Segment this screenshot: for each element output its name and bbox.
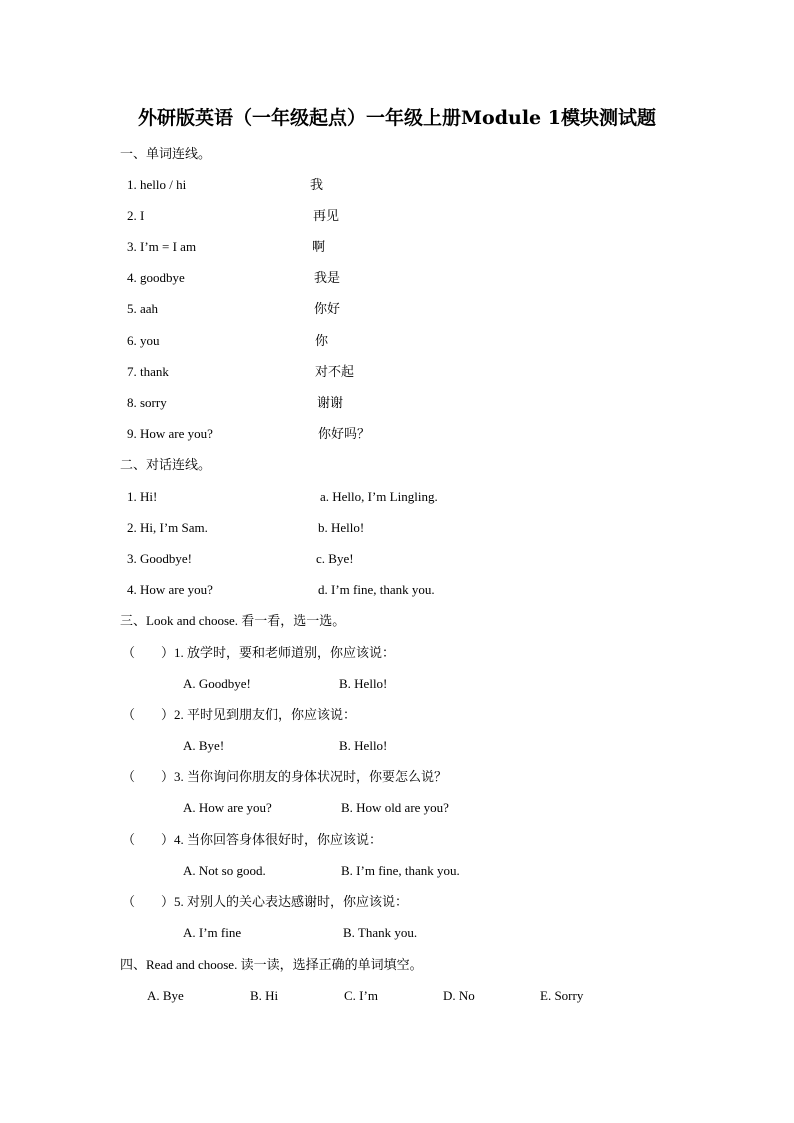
word-left-item: 7. thank (127, 364, 169, 379)
question-item: （ ）3. 当你询问你朋友的身体状况时，你要怎么说？ (122, 769, 448, 784)
section4-heading: 四、Read and choose. 读一读，选择正确的单词填空。 (120, 957, 423, 972)
option-b: B. Hello! (339, 738, 388, 753)
option-a: A. I’m fine (183, 925, 242, 940)
dialogue-right-item: b. Hello! (318, 520, 365, 535)
word-bank-option: E. Sorry (540, 988, 584, 1003)
word-right-item: 你好吗？ (318, 426, 371, 441)
word-right-item: 你 (315, 333, 329, 348)
word-left-item: 6. you (127, 333, 160, 348)
question-item: （ ）2. 平时见到朋友们，你应该说： (122, 707, 357, 722)
option-a: A. Bye! (183, 738, 225, 753)
question-item: （ ）1. 放学时，要和老师道别，你应该说： (122, 645, 396, 660)
word-left-item: 9. How are you? (127, 426, 213, 441)
word-right-item: 对不起 (315, 364, 355, 379)
word-right-item: 我是 (314, 270, 341, 285)
option-b: B. How old are you? (341, 800, 449, 815)
dialogue-left-item: 3. Goodbye! (127, 551, 192, 566)
word-left-item: 1. hello / hi (127, 177, 187, 192)
word-bank-option: A. Bye (147, 988, 184, 1003)
word-left-item: 5. aah (127, 301, 159, 316)
page-title: 外研版英语（一年级起点）一年级上册Module 1模块测试题 (138, 107, 656, 129)
option-b: B. Hello! (339, 676, 388, 691)
option-b: B. I’m fine, thank you. (341, 863, 460, 878)
word-bank-option: D. No (443, 988, 475, 1003)
dialogue-left-item: 2. Hi, I’m Sam. (127, 520, 208, 535)
word-left-item: 8. sorry (127, 395, 167, 410)
dialogue-right-item: a. Hello, I’m Lingling. (320, 489, 438, 504)
dialogue-right-item: c. Bye! (316, 551, 354, 566)
dialogue-right-item: d. I’m fine, thank you. (318, 582, 435, 597)
word-right-item: 你好 (314, 301, 341, 316)
dialogue-left-item: 4. How are you? (127, 582, 213, 597)
option-a: A. Goodbye! (183, 676, 251, 691)
word-bank-option: B. Hi (250, 988, 279, 1003)
dialogue-left-item: 1. Hi! (127, 489, 158, 504)
option-a: A. Not so good. (183, 863, 266, 878)
word-right-item: 谢谢 (317, 395, 344, 410)
section2-heading: 二、对话连线。 (120, 457, 212, 472)
word-left-item: 3. I’m = I am (127, 239, 197, 254)
question-item: （ ）4. 当你回答身体很好时，你应该说： (122, 832, 383, 847)
question-item: （ ）5. 对别人的关心表达感谢时，你应该说： (122, 894, 409, 909)
section3-heading: 三、Look and choose. 看一看，选一选。 (120, 613, 346, 628)
option-a: A. How are you? (183, 800, 272, 815)
word-right-item: 我 (310, 177, 324, 192)
word-left-item: 4. goodbye (127, 270, 185, 285)
section1-heading: 一、单词连线。 (120, 146, 212, 161)
word-bank-option: C. I’m (344, 988, 378, 1003)
word-right-item: 再见 (313, 208, 340, 223)
word-left-item: 2. I (127, 208, 145, 223)
option-b: B. Thank you. (343, 925, 418, 940)
word-right-item: 啊 (312, 239, 326, 254)
